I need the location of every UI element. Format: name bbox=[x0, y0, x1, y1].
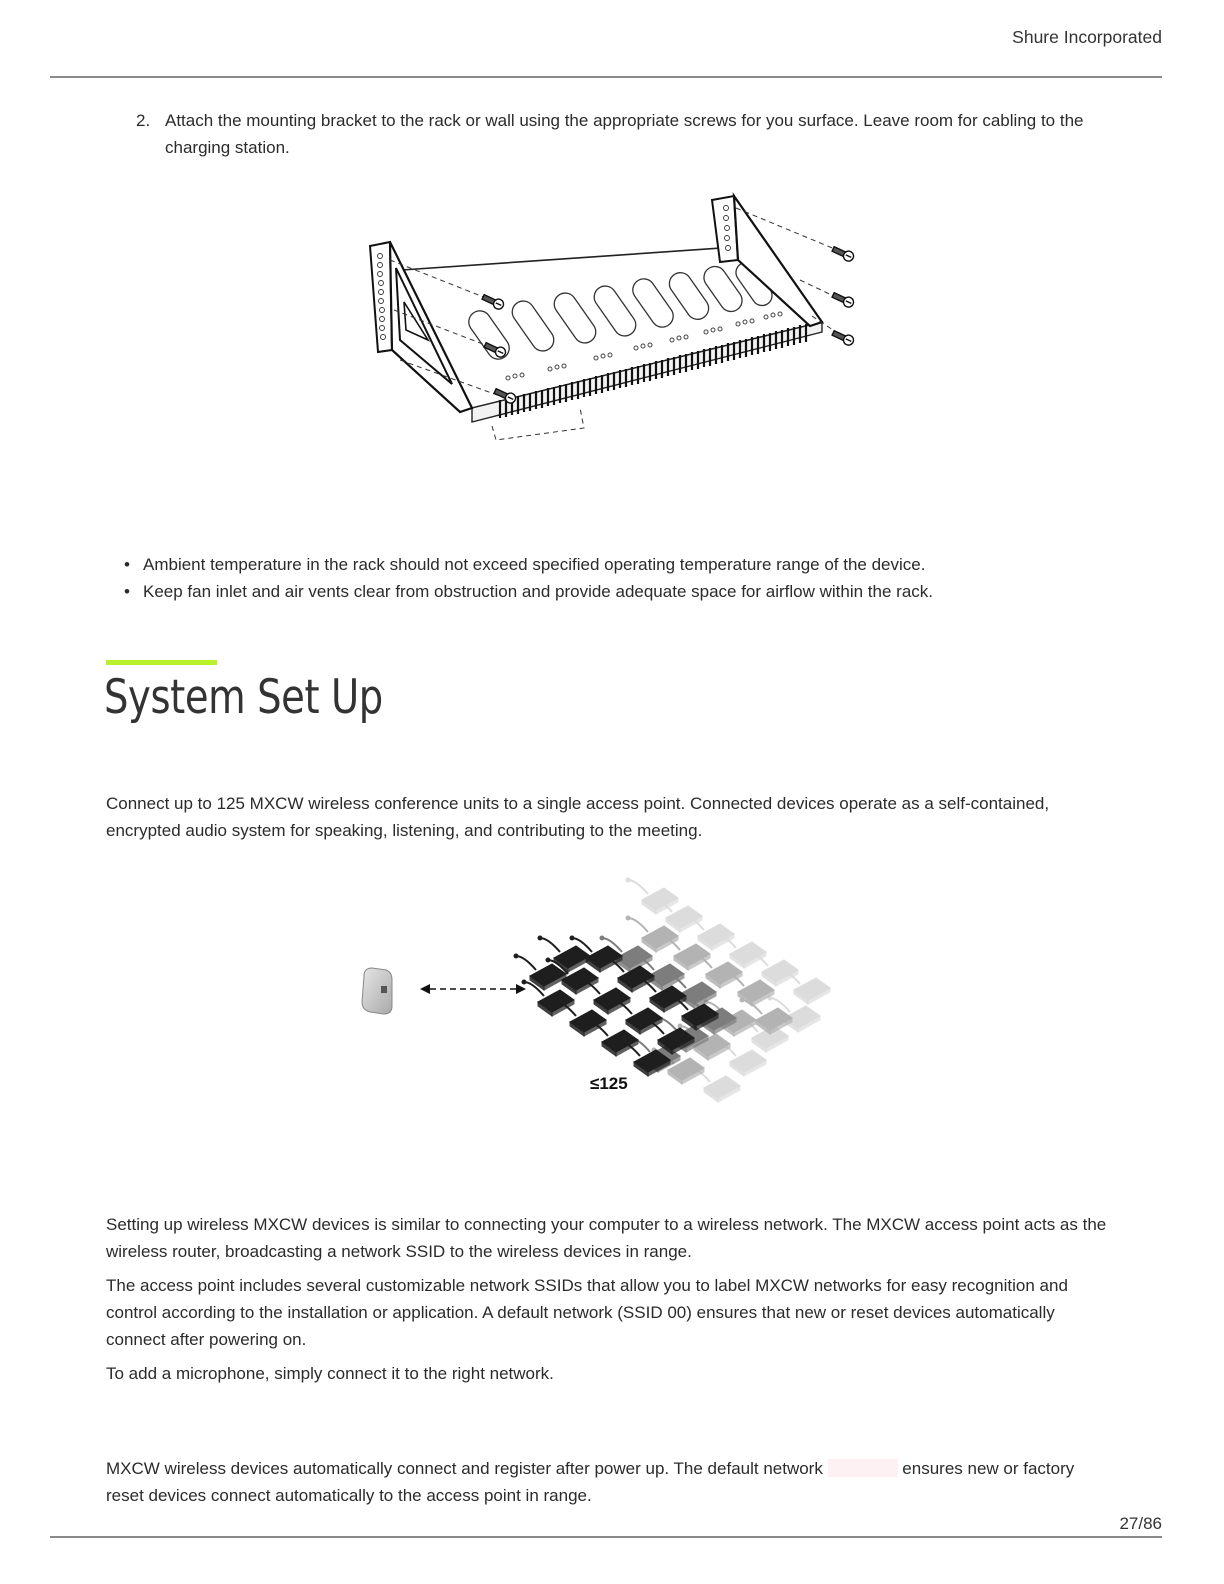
connection-arrow-icon bbox=[420, 984, 526, 994]
access-point-icon bbox=[362, 968, 392, 1014]
body-paragraph-2: The access point includes several customizable network SSIDs that allow you to label MXCW networks for easy recognition and control according to the installation or application. A default network (SSID 00) ensures that new or reset devices automatically connect after powering on. bbox=[106, 1276, 1068, 1349]
body-paragraph-3: To add a microphone, simply connect it to the right network. bbox=[106, 1364, 554, 1383]
auto-connect-text-start: MXCW wireless devices automatically connect and register after power up. The default network bbox=[106, 1459, 828, 1478]
highlighted-ssid-placeholder bbox=[828, 1459, 898, 1477]
footer-divider bbox=[50, 1536, 1162, 1538]
auto-connect-paragraph bbox=[106, 1455, 1116, 1509]
section-title: System Set Up bbox=[104, 670, 383, 725]
system-diagram bbox=[350, 876, 850, 1120]
requirements-list bbox=[120, 551, 933, 605]
step-text: Attach the mounting bracket to the rack or wall using the appropriate screws for you surface. Leave room for cabling to the charging station. bbox=[165, 111, 1084, 157]
page-number: 27/86 bbox=[1119, 1514, 1162, 1533]
mounting-bracket-illustration bbox=[360, 190, 870, 450]
list-item: • Ambient temperature in the rack should not exceed specified operating temperature range of the device. bbox=[120, 551, 933, 578]
auto-connect-text-end: ensures new or factory reset devices connect automatically to the access point in range. bbox=[106, 1459, 1075, 1505]
intro-paragraph: Connect up to 125 MXCW wireless conference units to a single access point. Connected devices operate as a self-contained, encrypted audio system for speaking, listening, and contributing to the meeting. bbox=[106, 794, 1050, 840]
list-item: • Keep fan inlet and air vents clear from obstruction and provide adequate space for airflow within the rack. bbox=[120, 578, 933, 605]
header-company-name: Shure Incorporated bbox=[1012, 27, 1162, 47]
unit-limit-label: ≤125 bbox=[590, 1074, 628, 1093]
step-number: 2. bbox=[136, 111, 151, 130]
section-accent-bar bbox=[106, 660, 217, 665]
body-paragraph-1: Setting up wireless MXCW devices is similar to connecting your computer to a wireless network. The MXCW access point acts as the wireless router, broadcasting a network SSID to the wireless devices in range. bbox=[106, 1215, 1107, 1261]
header-divider bbox=[50, 76, 1162, 78]
